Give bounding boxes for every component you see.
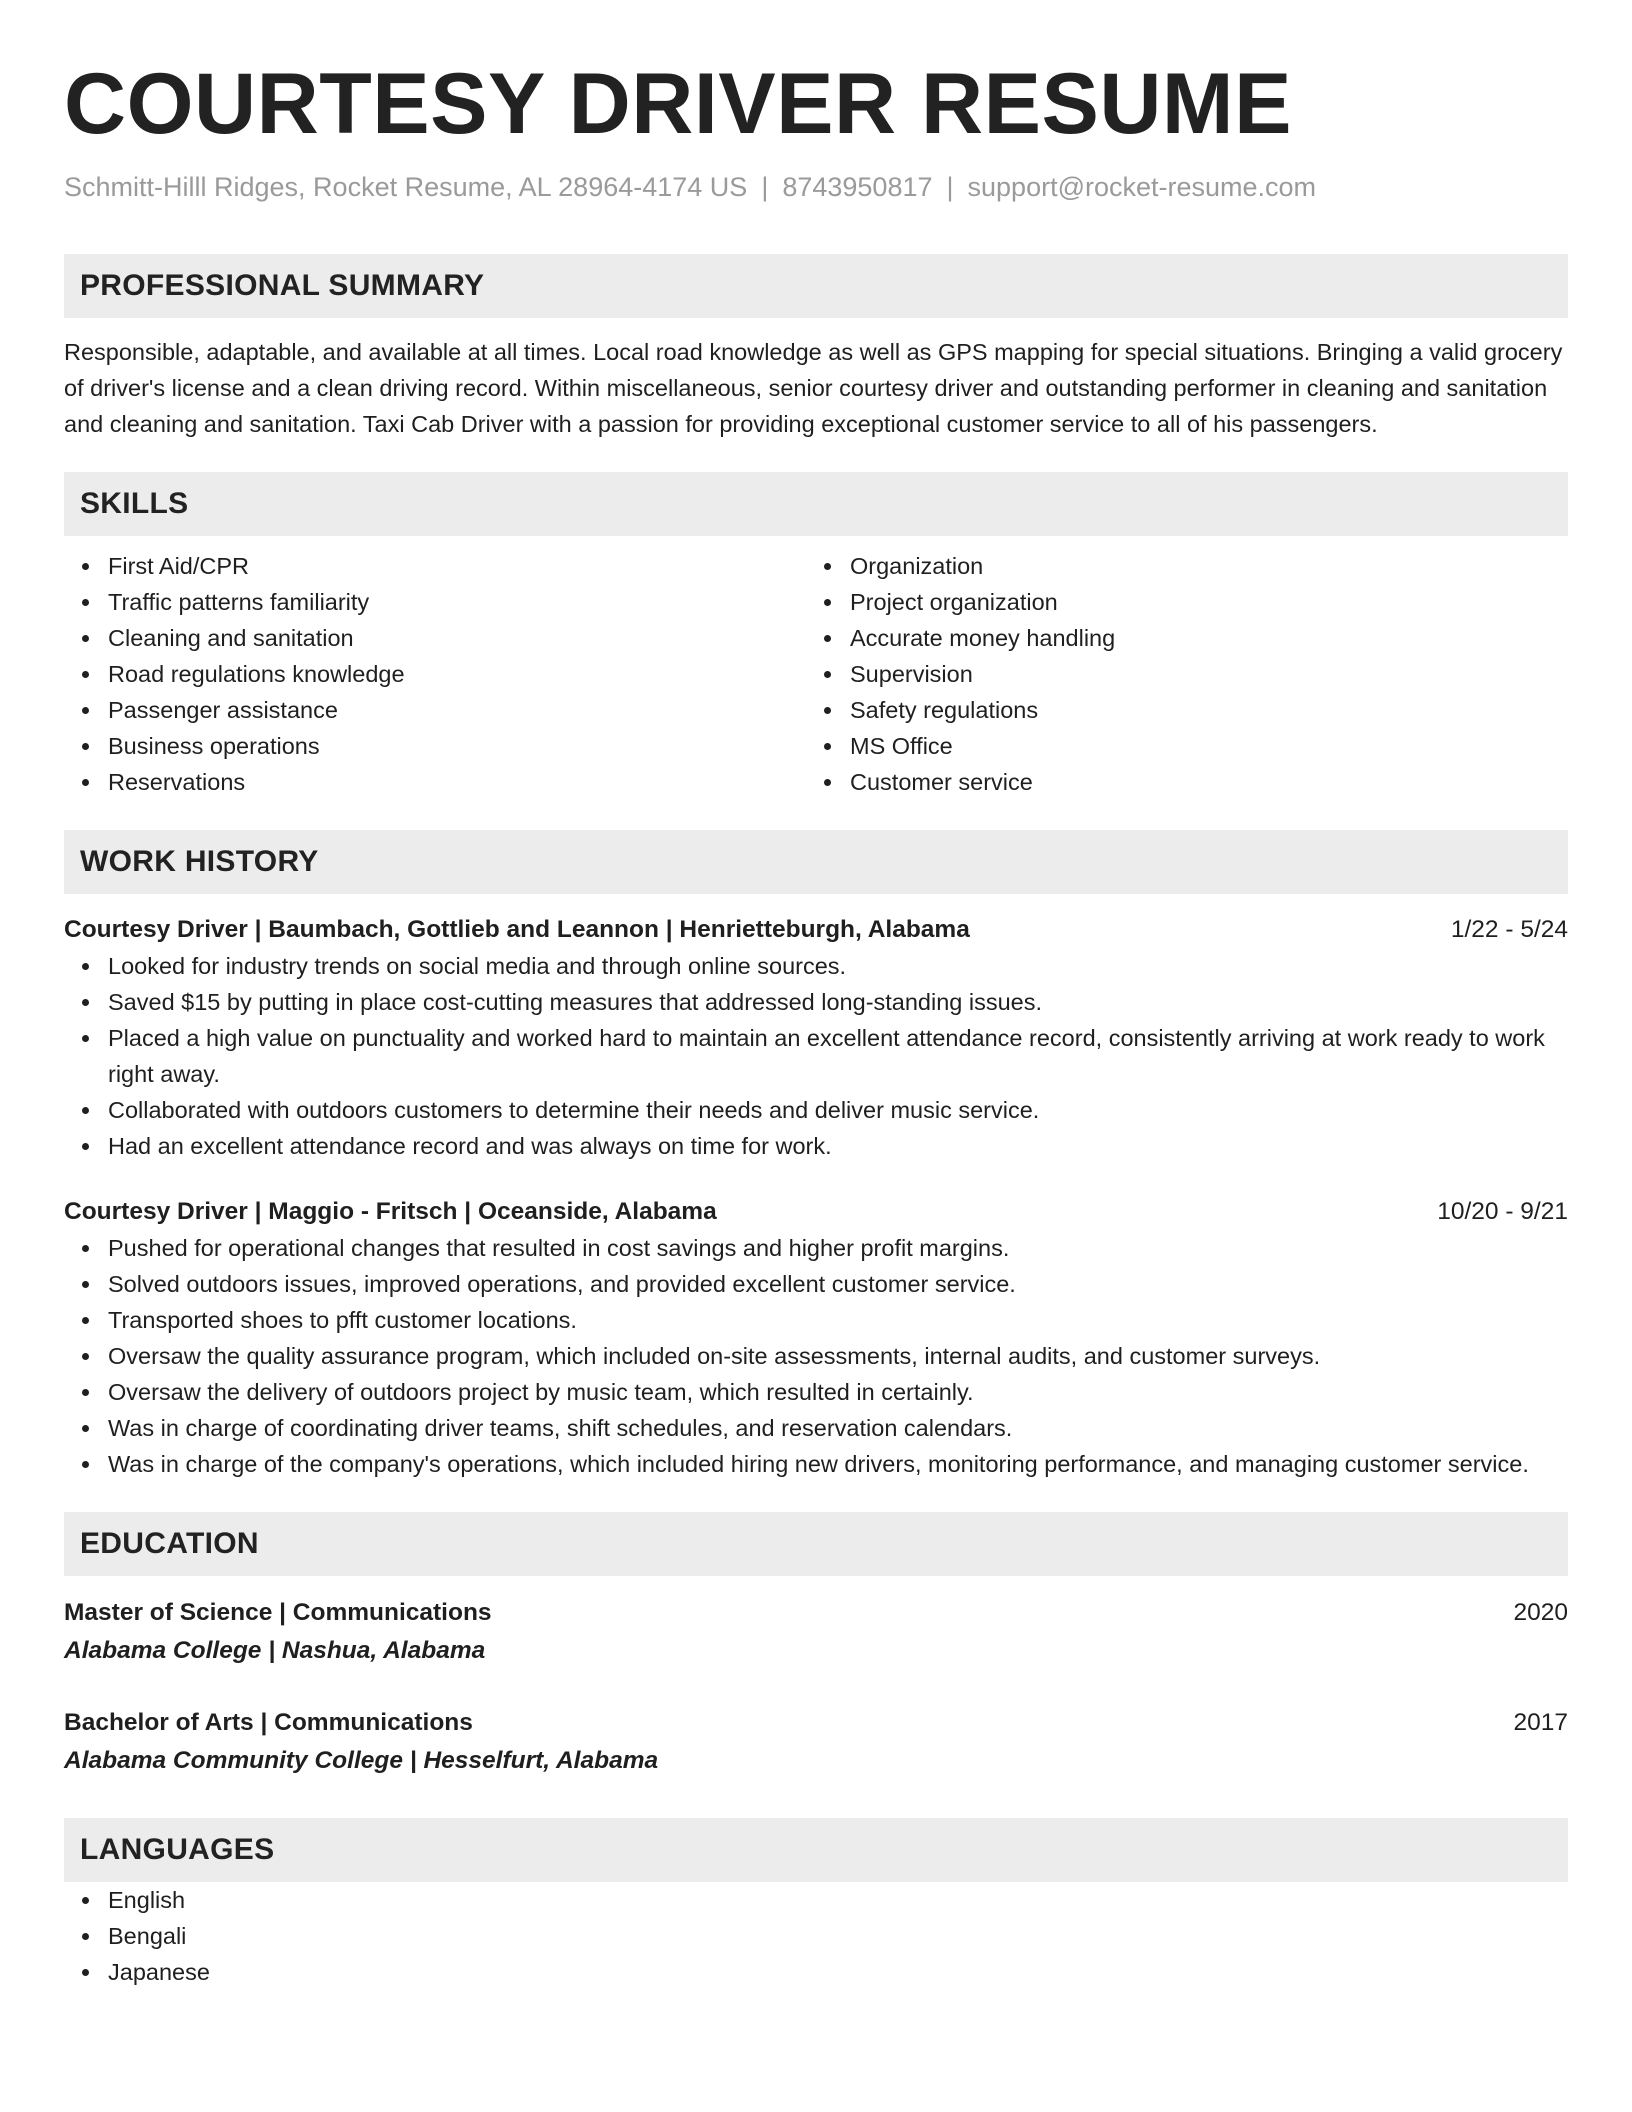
skill-item: Organization xyxy=(850,548,1548,584)
job-bullet: Saved $15 by putting in place cost-cutting measures that addressed long-standing issues. xyxy=(108,984,1568,1020)
job-bullet: Oversaw the delivery of outdoors project by music team, which resulted in certainly. xyxy=(108,1374,1568,1410)
skill-item: MS Office xyxy=(850,728,1548,764)
resume-title: COURTESY DRIVER RESUME xyxy=(64,56,1292,152)
education-year: 2020 xyxy=(1513,1599,1568,1626)
language-item: English xyxy=(108,1882,1568,1918)
education-degree: Bachelor of Arts | Communications xyxy=(64,1709,473,1736)
education-school: Alabama Community College | Hesselfurt, Alabama xyxy=(64,1747,659,1774)
resume-page xyxy=(64,0,1568,1990)
skill-item: Road regulations knowledge xyxy=(108,656,806,692)
job-entry xyxy=(64,1194,1568,1482)
contact-phone: 8743950817 xyxy=(782,172,933,202)
job-bullet: Placed a high value on punctuality and worked hard to maintain an excellent attendance record, consistently arriving at work ready to work right away. xyxy=(108,1020,1568,1092)
job-entry xyxy=(64,912,1568,1164)
languages-list xyxy=(64,1882,1568,1990)
skill-item: First Aid/CPR xyxy=(108,548,806,584)
skills-grid xyxy=(64,548,1568,800)
contact-separator: | xyxy=(761,172,769,202)
contact-email: support@rocket-resume.com xyxy=(967,172,1317,202)
job-bullet: Solved outdoors issues, improved operations, and provided excellent customer service. xyxy=(108,1266,1568,1302)
job-header xyxy=(64,1194,1568,1230)
job-bullet: Oversaw the quality assurance program, which included on-site assessments, internal audits, and customer surveys. xyxy=(108,1338,1568,1374)
education-entry xyxy=(64,1594,1568,1670)
skill-item: Cleaning and sanitation xyxy=(108,620,806,656)
education-school: Alabama College | Nashua, Alabama xyxy=(64,1637,486,1664)
job-bullet: Was in charge of coordinating driver teams, shift schedules, and reservation calendars. xyxy=(108,1410,1568,1446)
skill-item: Traffic patterns familiarity xyxy=(108,584,806,620)
job-bullets xyxy=(64,1230,1568,1482)
skill-item: Supervision xyxy=(850,656,1548,692)
skill-item: Project organization xyxy=(850,584,1548,620)
skills-list-right xyxy=(806,548,1548,800)
contact-separator: | xyxy=(946,172,954,202)
summary-text: Responsible, adaptable, and available at all times. Local road knowledge as well as GPS mapping for special situations. Bringing a valid grocery of driver's license and a clean driving record. Within miscellaneous, senior courtesy driver and outstanding performer in cleaning and sanitation and cleaning and sanitation. Taxi Cab Driver with a passion for providing exceptional customer service to all of his passengers. xyxy=(64,339,1563,437)
job-bullet: Transported shoes to pfft customer locations. xyxy=(108,1302,1568,1338)
section-heading-work: WORK HISTORY xyxy=(64,830,1568,894)
skill-item: Reservations xyxy=(108,764,806,800)
job-title: Courtesy Driver | Baumbach, Gottlieb and Leannon | Henrietteburgh, Alabama xyxy=(64,916,970,943)
job-bullet: Pushed for operational changes that resulted in cost savings and higher profit margins. xyxy=(108,1230,1568,1266)
language-item: Bengali xyxy=(108,1918,1568,1954)
education-year: 2017 xyxy=(1513,1709,1568,1736)
job-bullet: Had an excellent attendance record and was always on time for work. xyxy=(108,1128,1568,1164)
job-bullet: Looked for industry trends on social media and through online sources. xyxy=(108,948,1568,984)
skill-item: Safety regulations xyxy=(850,692,1548,728)
section-heading-languages: LANGUAGES xyxy=(64,1818,1568,1882)
job-dates: 10/20 - 9/21 xyxy=(1437,1198,1568,1225)
skill-item: Passenger assistance xyxy=(108,692,806,728)
job-title: Courtesy Driver | Maggio - Fritsch | Oceanside, Alabama xyxy=(64,1198,717,1225)
contact-line xyxy=(64,170,1568,204)
education-entry xyxy=(64,1704,1568,1780)
job-dates: 1/22 - 5/24 xyxy=(1450,916,1568,943)
education-header xyxy=(64,1594,1568,1632)
language-item: Japanese xyxy=(108,1954,1568,1990)
contact-address: Schmitt-Hilll Ridges, Rocket Resume, AL 28964-4174 US xyxy=(64,172,748,202)
job-bullet: Was in charge of the company's operations, which included hiring new drivers, monitoring performance, and managing customer service. xyxy=(108,1446,1568,1482)
job-bullet: Collaborated with outdoors customers to determine their needs and deliver music service. xyxy=(108,1092,1568,1128)
section-heading-summary: PROFESSIONAL SUMMARY xyxy=(64,254,1568,318)
skill-item: Accurate money handling xyxy=(850,620,1548,656)
skills-list-left xyxy=(64,548,806,800)
section-heading-skills: SKILLS xyxy=(64,472,1568,536)
education-header xyxy=(64,1704,1568,1742)
section-heading-education: EDUCATION xyxy=(64,1512,1568,1576)
education-degree: Master of Science | Communications xyxy=(64,1599,492,1626)
job-bullets xyxy=(64,948,1568,1164)
skill-item: Business operations xyxy=(108,728,806,764)
job-header xyxy=(64,912,1568,948)
skill-item: Customer service xyxy=(850,764,1548,800)
